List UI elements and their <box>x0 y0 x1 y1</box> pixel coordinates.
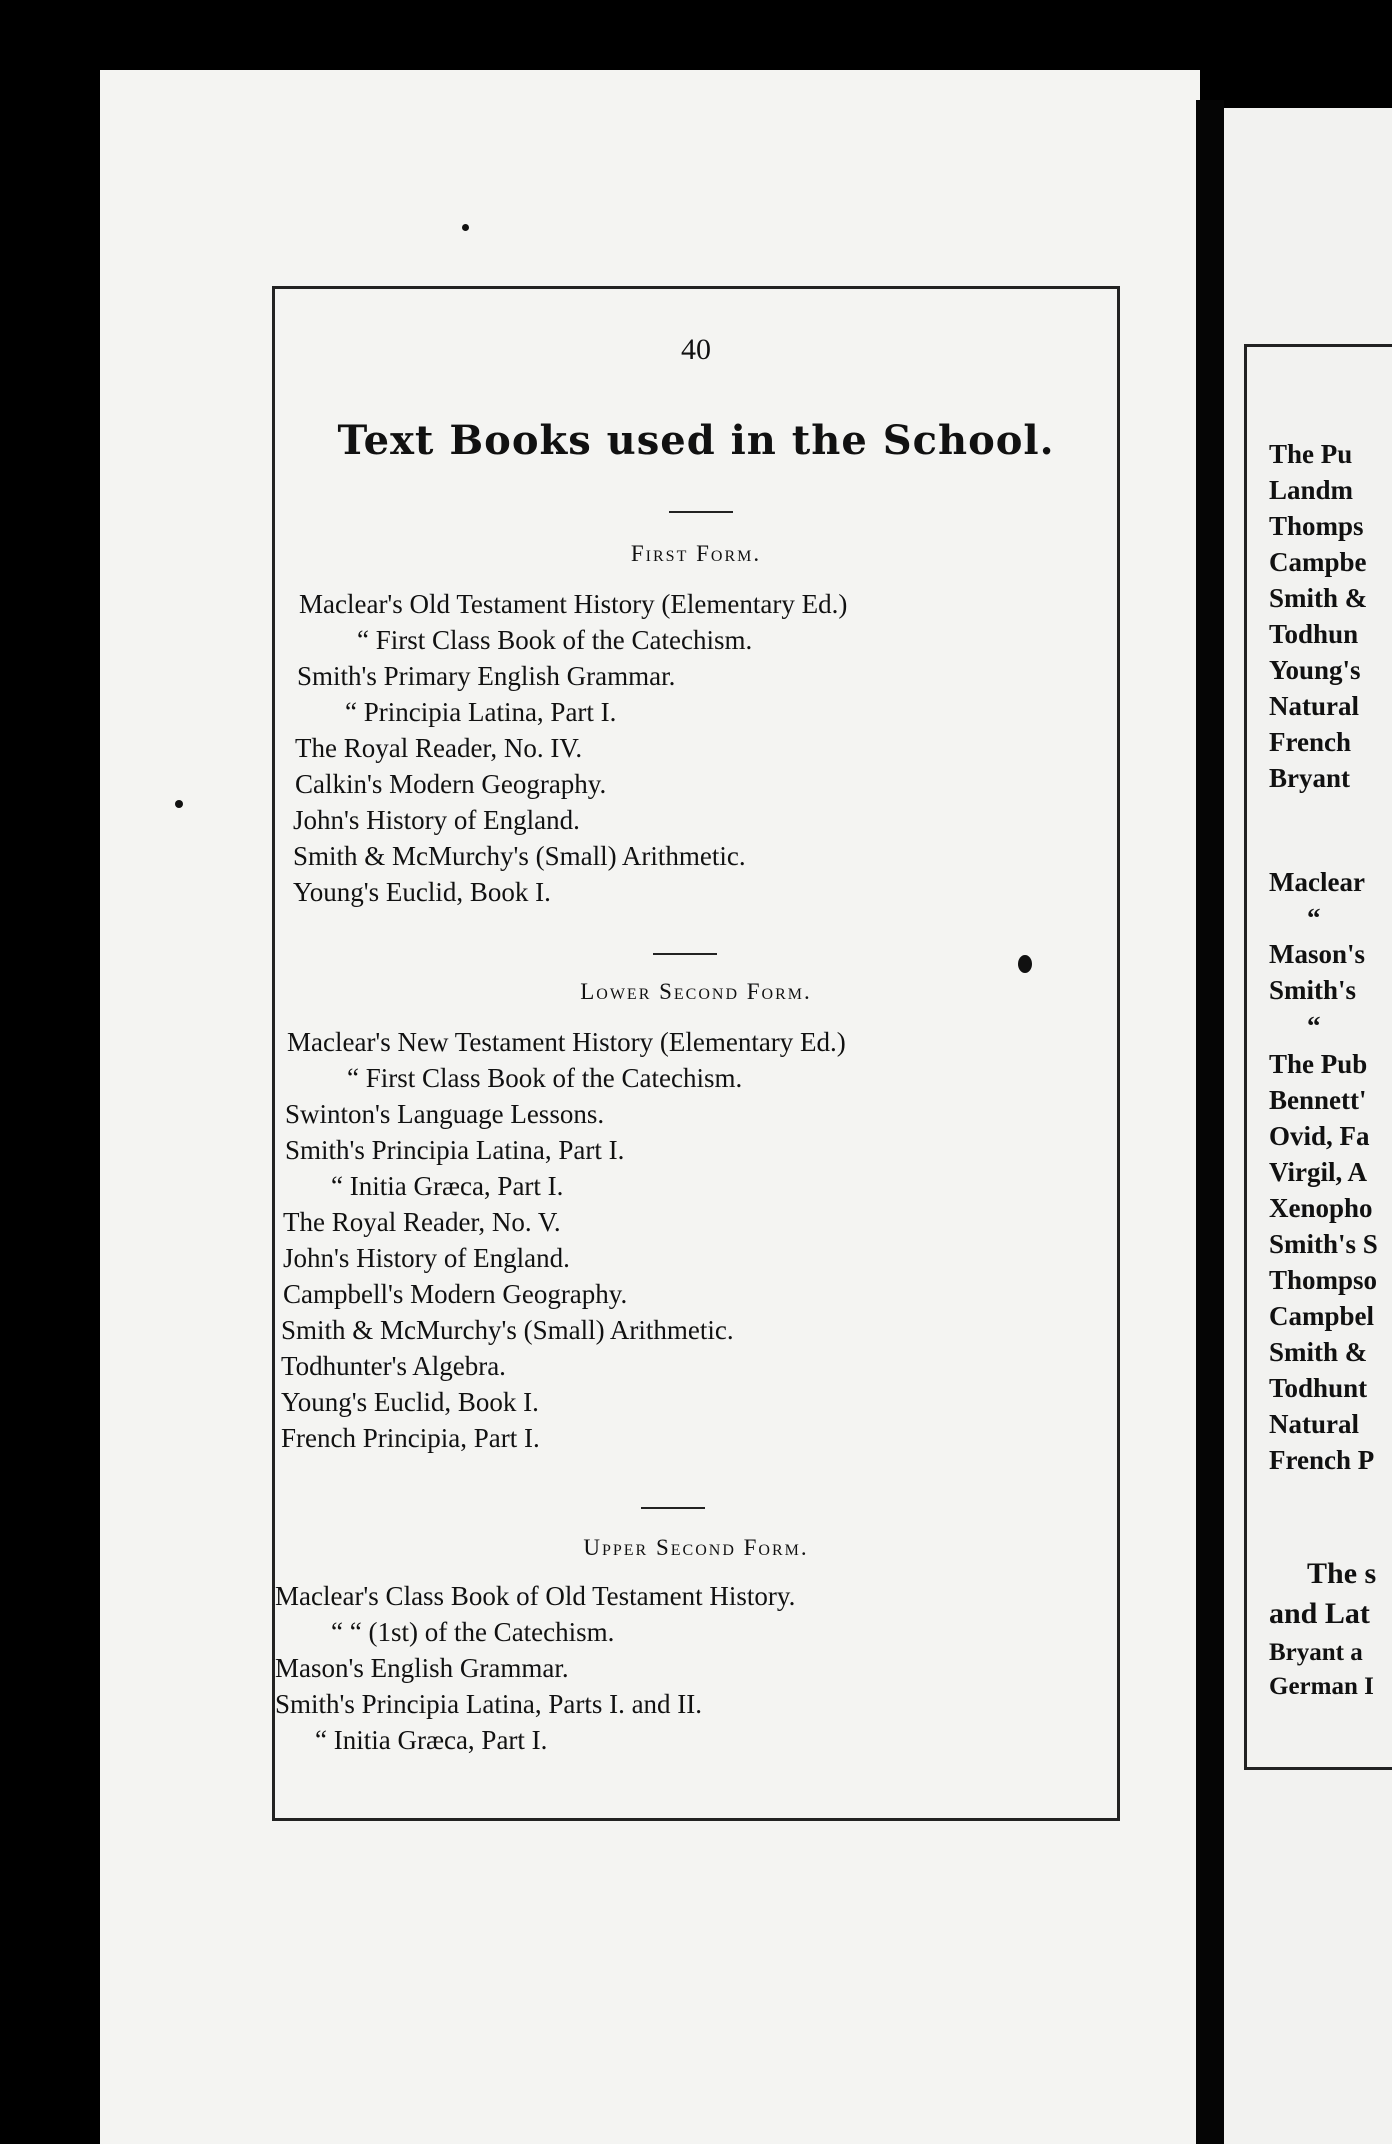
book-gutter <box>1196 100 1224 2144</box>
book-line: French Principia, Part I. <box>281 1423 540 1453</box>
right-line: Thompso <box>1269 1265 1378 1295</box>
section-heading-first-form: First Form. <box>630 541 762 566</box>
right-line: Ovid, Fa <box>1269 1121 1370 1151</box>
right-line: Smith's S <box>1269 1229 1378 1259</box>
right-line: and Lat <box>1269 1597 1370 1630</box>
right-line: Natural <box>1269 691 1359 721</box>
book-line: Calkin's Modern Geography. <box>295 769 607 799</box>
book-line: The Royal Reader, No. V. <box>283 1207 561 1237</box>
right-line: Bennett' <box>1269 1085 1367 1115</box>
right-line: Thomps <box>1269 511 1364 541</box>
book-line: “ “ (1st) of the Catechism. <box>331 1617 615 1647</box>
page-title: Text Books used in the School. <box>337 417 1055 464</box>
book-line: Maclear's Class Book of Old Testament History. <box>275 1581 796 1611</box>
right-line: Xenopho <box>1269 1193 1373 1223</box>
book-line: Mason's English Grammar. <box>275 1653 569 1683</box>
book-line: “ Initia Græca, Part I. <box>315 1725 548 1755</box>
right-line: Bryant a <box>1269 1639 1363 1666</box>
right-line: The Pub <box>1269 1049 1368 1079</box>
book-line: The Royal Reader, No. IV. <box>295 733 583 763</box>
right-line: French <box>1269 727 1351 757</box>
book-line: Smith's Primary English Grammar. <box>297 661 676 691</box>
right-line: Campbe <box>1269 547 1367 577</box>
right-line: Bryant <box>1269 763 1350 793</box>
section-heading-upper-second-form: Upper Second Form. <box>583 1535 809 1560</box>
right-line: Young's <box>1269 655 1361 685</box>
book-line: “ Initia Græca, Part I. <box>331 1171 564 1201</box>
book-line: Maclear's Old Testament History (Elementary Ed.) <box>299 589 848 619</box>
right-line: Natural <box>1269 1409 1359 1439</box>
book-line: Swinton's Language Lessons. <box>285 1099 605 1129</box>
book-line: Campbell's Modern Geography. <box>283 1279 628 1309</box>
book-line: Todhunter's Algebra. <box>281 1351 506 1381</box>
ink-speck <box>462 224 469 231</box>
right-line: Todhunt <box>1269 1373 1368 1403</box>
right-page-frame <box>1244 344 1392 1770</box>
book-line: “ First Class Book of the Catechism. <box>357 625 753 655</box>
section-rule <box>641 1507 705 1509</box>
left-page-frame <box>272 286 1120 1821</box>
right-line: Smith's <box>1269 975 1357 1005</box>
section-rule <box>653 953 717 955</box>
book-line: Smith's Principia Latina, Parts I. and II. <box>275 1689 703 1719</box>
right-line: Landm <box>1269 475 1354 505</box>
right-line: French P <box>1269 1445 1375 1475</box>
book-line: Young's Euclid, Book I. <box>281 1387 539 1417</box>
title-rule <box>669 511 733 513</box>
book-line: John's History of England. <box>283 1243 570 1273</box>
right-line: Campbel <box>1269 1301 1375 1331</box>
right-line: Todhun <box>1269 619 1359 649</box>
right-line: “ <box>1307 903 1321 933</box>
book-line: “ First Class Book of the Catechism. <box>347 1063 743 1093</box>
ink-speck <box>175 800 183 808</box>
book-line: Smith & McMurchy's (Small) Arithmetic. <box>293 841 746 871</box>
right-line: The s <box>1307 1557 1377 1590</box>
right-line: German I <box>1269 1673 1374 1700</box>
right-line: “ <box>1307 1011 1321 1041</box>
page-number: 40 <box>681 333 711 366</box>
right-line: Smith & <box>1269 1337 1368 1367</box>
scan-left-border <box>0 0 100 2144</box>
right-line: Maclear <box>1269 867 1365 897</box>
book-line: John's History of England. <box>293 805 580 835</box>
book-line: “ Principia Latina, Part I. <box>345 697 617 727</box>
book-line: Young's Euclid, Book I. <box>293 877 551 907</box>
book-line: Smith's Principia Latina, Part I. <box>285 1135 625 1165</box>
right-line: Mason's <box>1269 939 1366 969</box>
book-line: Maclear's New Testament History (Elementary Ed.) <box>287 1027 846 1057</box>
section-heading-lower-second-form: Lower Second Form. <box>580 979 812 1004</box>
right-line: Virgil, A <box>1269 1157 1367 1187</box>
right-line: The Pu <box>1269 439 1353 469</box>
right-line: Smith & <box>1269 583 1368 613</box>
book-line: Smith & McMurchy's (Small) Arithmetic. <box>281 1315 734 1345</box>
